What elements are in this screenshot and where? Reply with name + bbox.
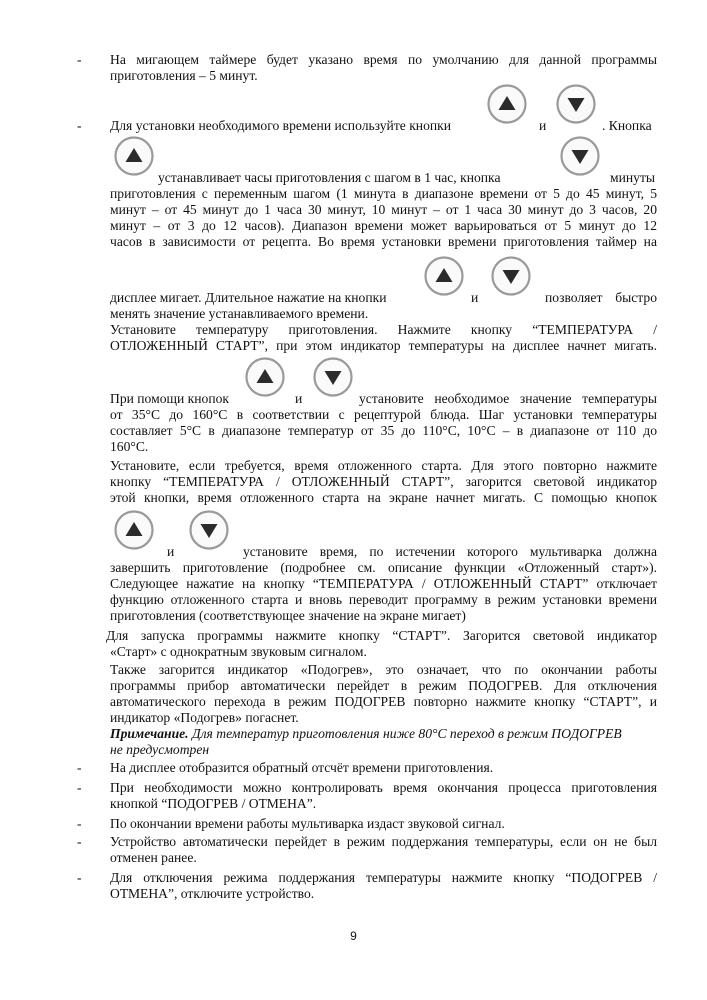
text-line: . Кнопка (602, 118, 652, 133)
bullet-dash: - (77, 816, 82, 831)
up-arrow-button-icon (424, 256, 464, 296)
text-line: минут – от 3 до 12 часов). Диапазон времени может варьироваться от 5 минут до 12 (110, 218, 657, 233)
text-line: устанавливает часы приготовления с шагом в 1 час, кнопка (158, 170, 501, 185)
text-line: Установите, если требуется, время отложенного старта. Для этого повторно нажмите (110, 458, 657, 473)
text-line: установите время, по истечении которого мультиварка должна (243, 544, 657, 559)
bullet-dash: - (77, 760, 82, 775)
text-line: функцию отложенного старта и вновь переводит программу в режим установки времени (110, 592, 657, 607)
up-arrow-button-icon (245, 357, 285, 397)
text-line: дисплее мигает. Длительное нажатие на кнопки (110, 290, 387, 305)
text-line: Установите температуру приготовления. Нажмите кнопку “ТЕМПЕРАТУРА / (110, 322, 657, 337)
text-line: Следующее нажатие на кнопку “ТЕМПЕРАТУРА / ОТЛОЖЕННЫЙ СТАРТ” отключает (110, 576, 657, 591)
text-line: На мигающем таймере будет указано время по умолчанию для данной программы (110, 52, 657, 67)
down-arrow-button-icon (560, 136, 600, 176)
text-line: приготовления с переменным шагом (1 минута в диапазоне времени от 5 до 45 минут, 5 (110, 186, 657, 201)
down-arrow-button-icon (313, 357, 353, 397)
text-line: и (167, 544, 175, 559)
text-line: ОТЛОЖЕННЫЙ СТАРТ”, при этом индикатор температуры на дисплее начнет мигать. (110, 338, 657, 353)
text-line: При помощи кнопок (110, 391, 229, 406)
text-line: менять значение устанавливаемого времени. (110, 306, 369, 321)
text-line: и (295, 391, 303, 406)
text-line: кнопкой “ПОДОГРЕВ / ОТМЕНА”. (110, 796, 317, 811)
text-line: установите необходимое значение температуры (359, 391, 657, 406)
text-line: приготовления – 5 минут. (110, 68, 258, 83)
note-label: Примечание. (110, 726, 189, 741)
text-line: позволяет быстро (545, 290, 657, 305)
bullet-dash: - (77, 870, 82, 885)
text-line: программы прибор автоматически перейдет в режим ПОДОГРЕВ. Для отключения (110, 678, 657, 693)
text-line: от 35°C до 160°C в соответствии с рецептурой блюда. Шаг установки температуры (110, 407, 657, 422)
text-line: завершить приготовление (подробнее см. описание функции «Отложенный старт»). (110, 560, 657, 575)
text-line: Для отключения режима поддержания температуры нажмите кнопку “ПОДОГРЕВ / (110, 870, 657, 885)
text-line: этой кнопки, время отложенного старта на экране начнет мигать. С помощью кнопок (110, 490, 657, 505)
down-arrow-button-icon (189, 510, 229, 550)
up-arrow-button-icon (487, 84, 527, 124)
bullet-dash: - (77, 118, 82, 133)
text-line: кнопку “ТЕМПЕРАТУРА / ОТЛОЖЕННЫЙ СТАРТ”, загорится световой индикатор (110, 474, 657, 489)
up-arrow-button-icon (114, 136, 154, 176)
text-line: составляет 5°C в диапазоне температур от 35 до 110°C, 10°C – в диапазоне от 110 до (110, 423, 657, 438)
text-line: ОТМЕНА”, отключите устройство. (110, 886, 315, 901)
note-line: не предусмотрен (110, 742, 210, 757)
text-line: приготовления (соответствующее значение на экране мигает) (110, 608, 466, 623)
text-line: Для установки необходимого времени используйте кнопки (110, 118, 452, 133)
text-line: индикатор «Подогрев» погаснет. (110, 710, 299, 725)
text-line: На дисплее отобразится обратный отсчёт времени приготовления. (110, 760, 494, 775)
text-line: 160°C. (110, 439, 149, 454)
text-line: Также загорится индикатор «Подогрев», это означает, что по окончании работы (110, 662, 657, 677)
text-line: и (471, 290, 479, 305)
text-line: Устройство автоматически перейдет в режим поддержания температуры, если он не был (110, 834, 657, 849)
note-text: Для температур приготовления ниже 80°C переход в режим ПОДОГРЕВ (188, 726, 622, 741)
text-line: отменен ранее. (110, 850, 197, 865)
up-arrow-button-icon (114, 510, 154, 550)
down-arrow-button-icon (491, 256, 531, 296)
text-line: автоматического перехода в режим ПОДОГРЕВ повторно нажмите кнопку “СТАРТ”, и (110, 694, 657, 709)
note-line (110, 726, 657, 742)
text-line: часов в зависимости от рецепта. Во время установки времени приготовления таймер на (110, 234, 657, 249)
down-arrow-button-icon (556, 84, 596, 124)
text-line: «Старт» с однократным звуковым сигналом. (110, 644, 367, 659)
text-line: минут – от 45 минут до 1 часа 30 минут, 10 минут – от 1 часа 30 минут до 3 часов, 20 (110, 202, 657, 217)
text-line: При необходимости можно контролировать время окончания процесса приготовления (110, 780, 657, 795)
bullet-dash: - (77, 834, 82, 849)
bullet-dash: - (77, 780, 82, 795)
text-line: и (539, 118, 547, 133)
text-line: минуты (610, 170, 656, 185)
text-line: По окончании времени работы мультиварка издаст звуковой сигнал. (110, 816, 505, 831)
page-number: 9 (350, 929, 357, 943)
text-line: Для запуска программы нажмите кнопку “СТАРТ”. Загорится световой индикатор (106, 628, 657, 643)
bullet-dash: - (77, 52, 82, 67)
